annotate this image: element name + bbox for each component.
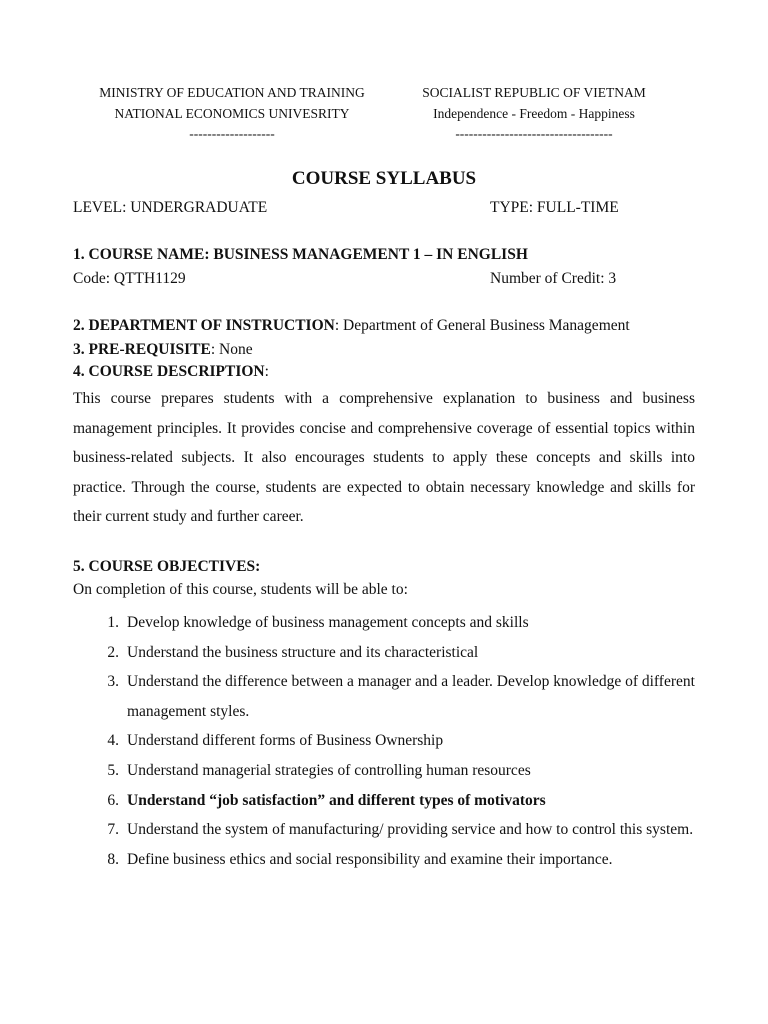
page-title: COURSE SYLLABUS xyxy=(291,168,477,189)
header-left-divider: ------------------- xyxy=(189,126,275,141)
objective-number: 4. xyxy=(107,732,119,750)
objective-text: Understand the difference between a manager and a leader. Develop knowledge of different management styles. xyxy=(127,673,695,720)
objective-item xyxy=(73,815,713,845)
objective-number: 5. xyxy=(107,761,119,779)
objective-item xyxy=(73,756,713,786)
objective-text: Understand managerial strategies of controlling human resources xyxy=(127,761,531,779)
objective-number: 2. xyxy=(107,643,119,661)
objectives-intro: On completion of this course, students will be able to: xyxy=(73,581,408,598)
objective-item xyxy=(73,845,713,875)
university-name: NATIONAL ECONOMICS UNIVESRITY xyxy=(114,106,350,121)
objective-text: Develop knowledge of business management concepts and skills xyxy=(127,614,529,631)
objective-text: Understand the system of manufacturing/ providing service and how to control this system. xyxy=(127,821,694,839)
objective-number: 6. xyxy=(107,791,119,809)
course-code: Code: QTTH1129 xyxy=(73,270,186,287)
objective-text: Understand different forms of Business Ownership xyxy=(127,732,444,750)
republic-name: SOCIALIST REPUBLIC OF VIETNAM xyxy=(422,85,646,100)
type-field: TYPE: FULL-TIME xyxy=(490,199,619,216)
objectives-list xyxy=(73,608,713,874)
prerequisite-value: : None xyxy=(210,341,253,358)
description-colon: : xyxy=(264,363,269,380)
objective-text: Understand the business structure and its characteristical xyxy=(127,643,479,661)
level-field: LEVEL: UNDERGRADUATE xyxy=(73,199,268,216)
objective-item xyxy=(73,638,713,668)
objective-item xyxy=(73,726,713,756)
department-line xyxy=(73,317,630,335)
objective-text: Understand “job satisfaction” and different types of motivators xyxy=(127,791,546,809)
department-value: : Department of General Business Management xyxy=(334,317,630,334)
description-label: 4. COURSE DESCRIPTION xyxy=(73,363,265,380)
objective-number: 7. xyxy=(107,821,119,839)
objective-text: Define business ethics and social responsibility and examine their importance. xyxy=(127,850,613,868)
national-motto: Independence - Freedom - Happiness xyxy=(433,106,635,121)
objective-number: 3. xyxy=(107,673,119,691)
department-label: 2. DEPARTMENT OF INSTRUCTION xyxy=(73,317,335,334)
description-heading xyxy=(73,363,269,381)
objective-number: 8. xyxy=(107,850,119,868)
objectives-heading: 5. COURSE OBJECTIVES: xyxy=(73,558,261,575)
prerequisite-label: 3. PRE-REQUISITE xyxy=(73,341,211,358)
header-right-divider: ----------------------------------- xyxy=(455,126,613,141)
objective-item xyxy=(73,608,713,638)
course-description-text: This course prepares students with a comprehensive explanation to business and business management principles. It provides concise and comprehensive coverage of essential topics within business-related subjects. It also encourages students to apply these concepts and skills into practice. Through the course, students are expected to obtain necessary knowledge and skills for their current study and further career. xyxy=(73,390,695,526)
objective-number: 1. xyxy=(107,614,119,631)
prerequisite-line xyxy=(73,341,253,359)
ministry-name: MINISTRY OF EDUCATION AND TRAINING xyxy=(99,85,365,100)
objective-item xyxy=(73,786,713,816)
course-name-heading: 1. COURSE NAME: BUSINESS MANAGEMENT 1 – IN ENGLISH xyxy=(73,246,528,263)
credit-count: Number of Credit: 3 xyxy=(490,270,617,287)
objective-item xyxy=(73,667,713,726)
